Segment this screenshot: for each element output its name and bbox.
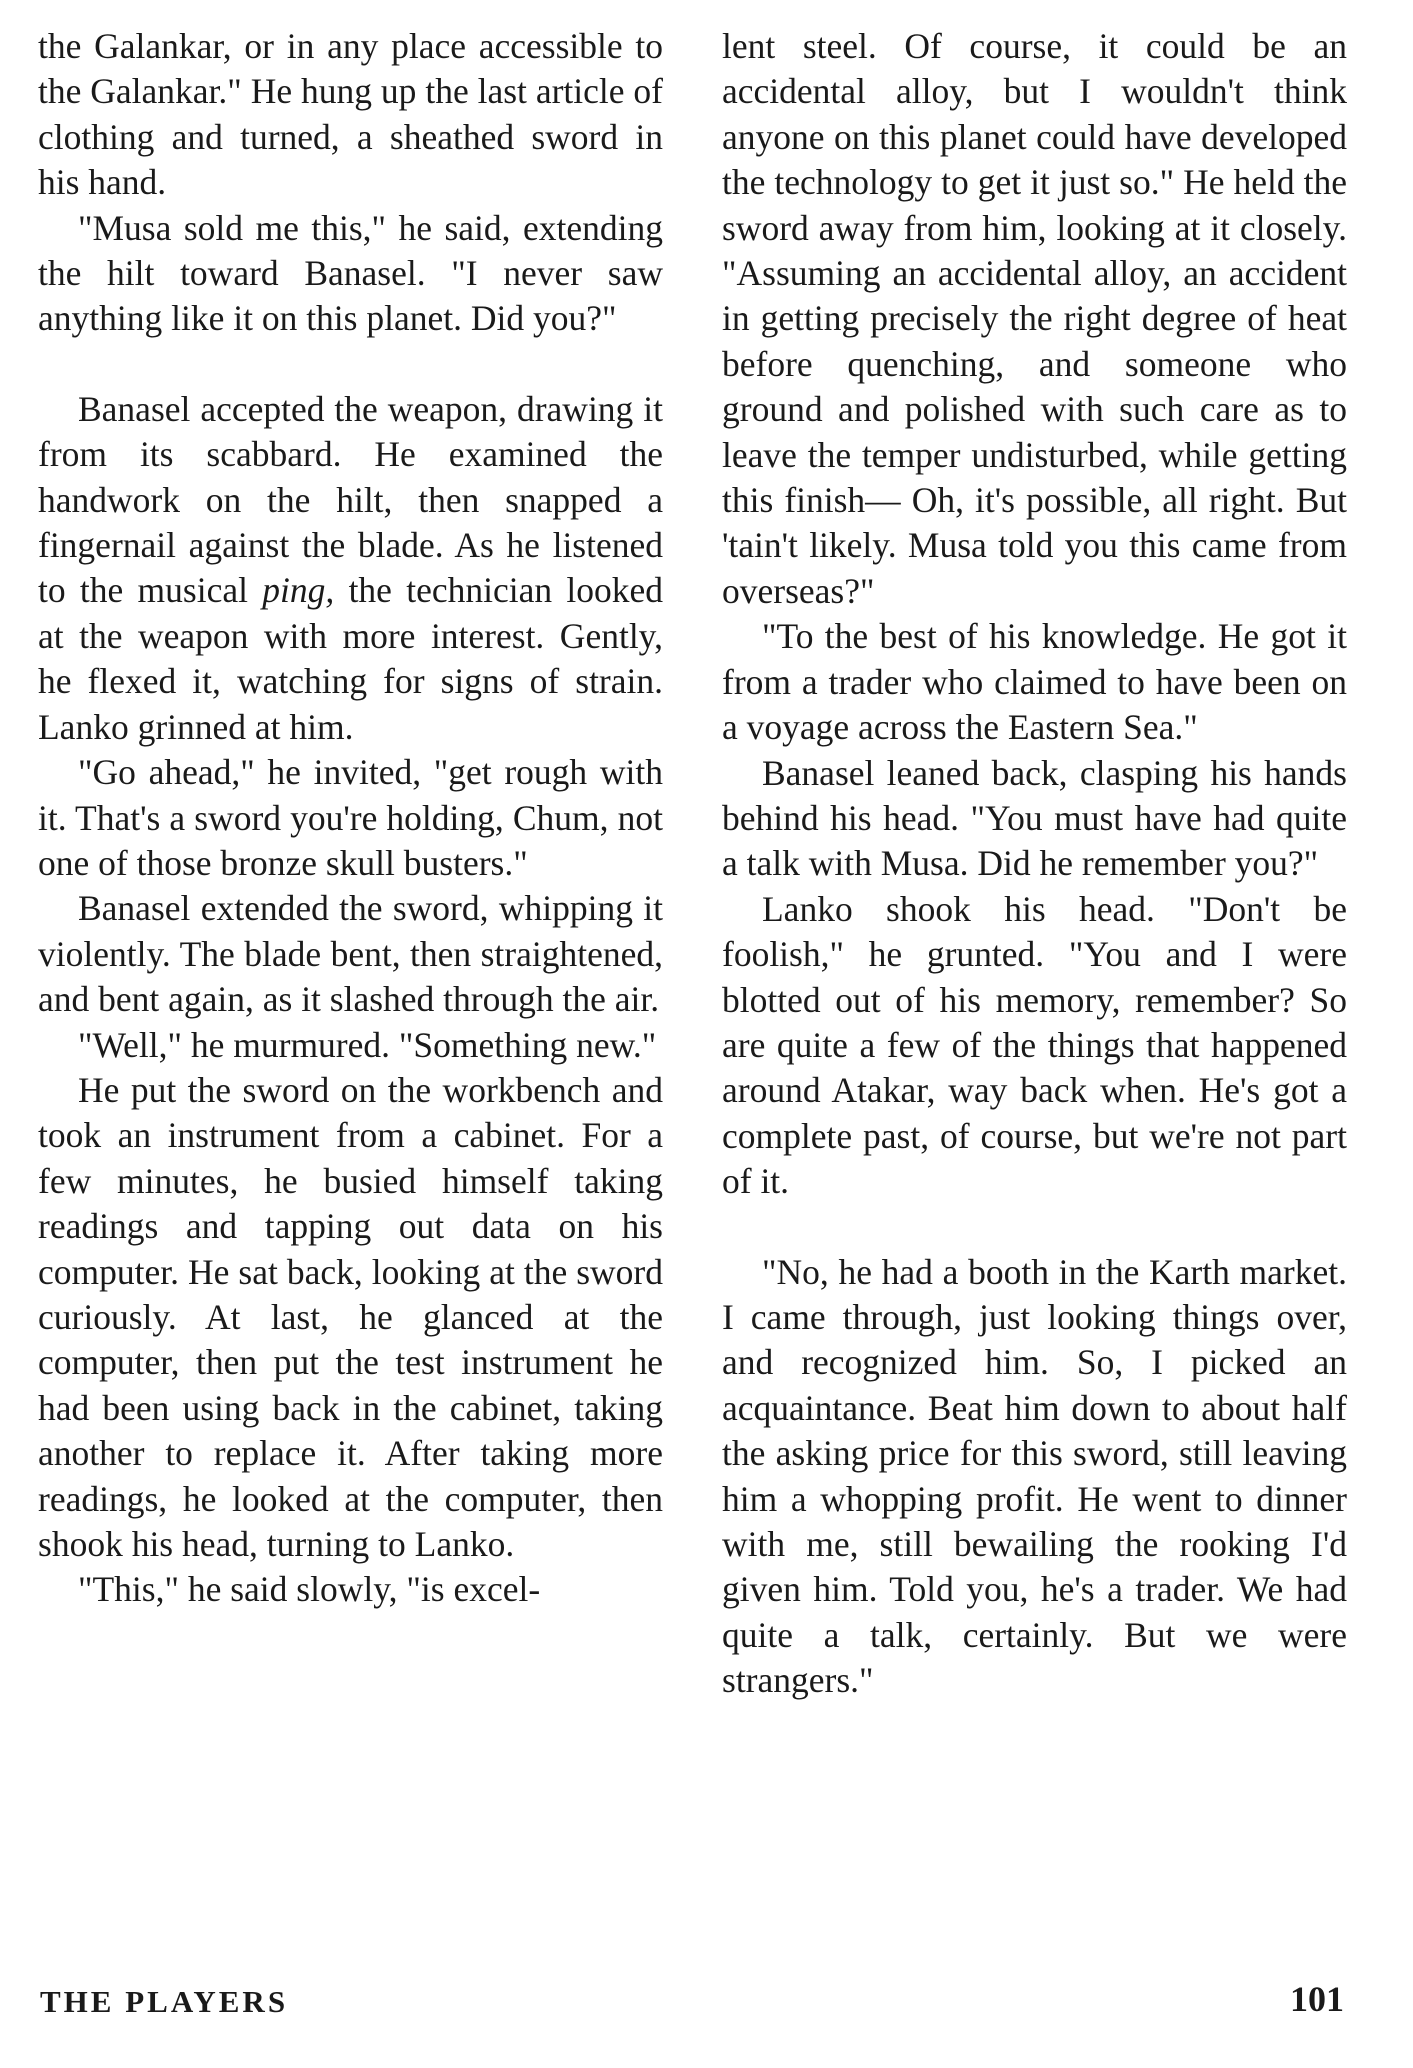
paragraph: lent steel. Of course, it could be an accidental alloy, but I wouldn't think anyone on this planet could have developed the technology to get it just so." He held the sword away from him, looking at it closely. "Assuming an accidental alloy, an accident in getting precisely the right degree of heat before quenching, and someone who ground and polished with such care as to leave the temper undisturbed, while getting this finish— Oh, it's possible, all right. But 'tain't likely. Musa told you this came from overseas?": [722, 26, 1347, 611]
paragraph: Banasel leaned back, clasping his hands behind his head. "You must have had quite a talk with Musa. Did he remember you?": [722, 752, 1347, 884]
paragraph: Lanko shook his head. "Don't be foolish," he grunted. "You and I were blotted out of his memory, remember? So are quite a few of the things that happened around Atakar, way back when. He's got a complete past, of course, but we're not part of it.: [722, 888, 1347, 1202]
page-number: 101: [1290, 1979, 1344, 2019]
paragraph: [38, 387, 663, 750]
right-column: [722, 24, 1347, 1704]
running-title: THE PLAYERS: [40, 1984, 289, 2019]
text-span: the technician looked at the weapon with more interest. Gently, he flexed it, watching for signs of strain. Lanko grinned at him.: [38, 570, 664, 747]
italic-text: ping,: [262, 570, 335, 611]
paragraph: "No, he had a booth in the Karth market. I came through, just looking things over, and recognized him. So, I picked an acquaintance. Beat him down to about half the asking price for this sword, still leaving him a whopping profit. He went to dinner with me, still bewailing the rooking I'd given him. Told you, he's a trader. We had quite a talk, certainly. But we were strangers.": [722, 1251, 1347, 1701]
left-column: [38, 24, 663, 1613]
paragraph: the Galankar, or in any place accessible to the Galankar." He hung up the last article of clothing and turned, a sheathed sword in his hand.: [38, 26, 663, 203]
paragraph: "To the best of his knowledge. He got it from a trader who claimed to have been on a voyage across the Eastern Sea.": [722, 616, 1347, 748]
paragraph: Banasel extended the sword, whipping it violently. The blade bent, then straightened, and bent again, as it slashed through the air.: [38, 888, 663, 1020]
paragraph: He put the sword on the workbench and took an instrument from a cabinet. For a few minutes, he busied himself taking readings and tapping out data on his computer. He sat back, looking at the sword curiously. At last, he glanced at the computer, then put the test instrument he had been using back in the cabinet, taking another to replace it. After taking more readings, he looked at the computer, then shook his head, turning to Lanko.: [38, 1069, 663, 1564]
paragraph: "Well," he murmured. "Something new.": [78, 1024, 657, 1065]
paragraph: "Go ahead," he invited, "get rough with it. That's a sword you're holding, Chum, not one of those bronze skull busters.": [38, 752, 663, 883]
text-span: Banasel accepted the weapon, drawing it from its scabbard. He examined the handwork on the hilt, then snapped a fingernail against the blade. As he listened to the musical: [38, 388, 663, 611]
paragraph: "This," he said slowly, "is excel-: [78, 1569, 541, 1610]
paragraph: "Musa sold me this," he said, extending the hilt toward Banasel. "I never saw anything like it on this planet. Did you?": [38, 207, 663, 339]
